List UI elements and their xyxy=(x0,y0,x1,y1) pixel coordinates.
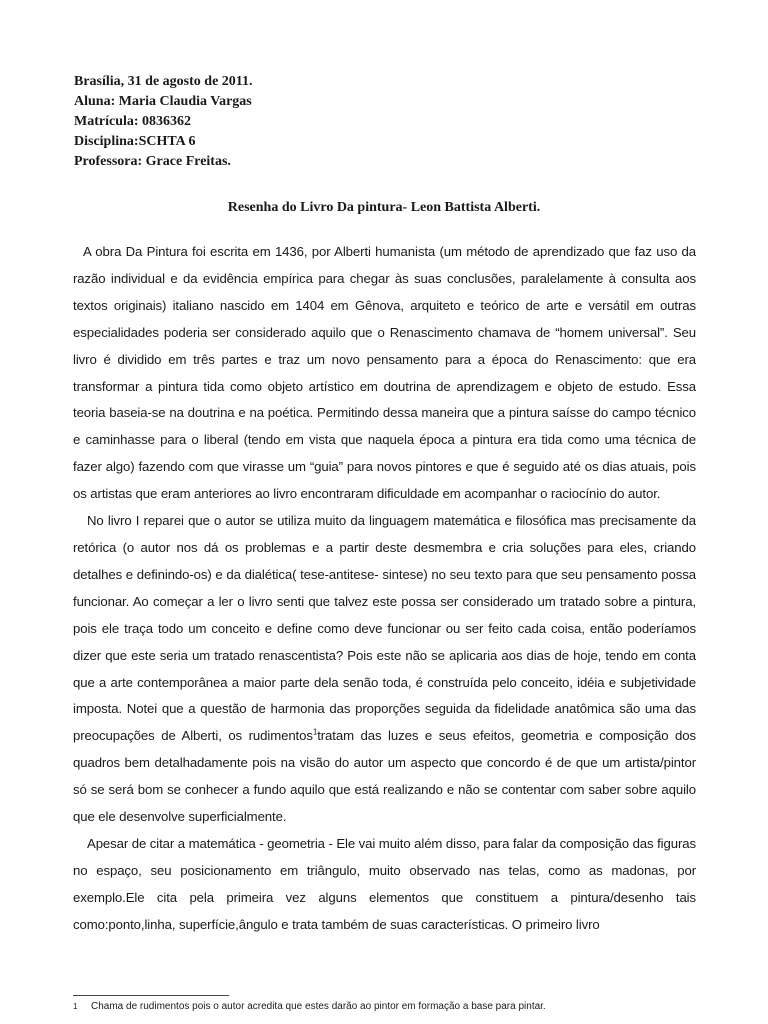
paragraph-2-part-1: No livro I reparei que o autor se utiliza muito da linguagem matemática e filosófica mas precisamente da retórica (o autor nos dá os problemas e a partir deste desmembra e cria soluções para eles, criando detalhes e definindo-os) e da dialética( tese-antitese- sintese) no seu texto para que seu pensamento possa funcionar. Ao começar a ler o livro senti que talvez este possa ser considerado um tratado sobre a pintura, pois ele traça todo um conceito e define como deve funcionar ou ser feito cada coisa, então poderíamos dizer que este seria um tratado renascentista? Pois este não se aplicaria aos dias de hoje, tendo em conta que a arte contemporânea a maior parte dela senão toda, é construída pelo conceito, idéia e subjetividade imposta. Notei que a questão de harmonia das proporções seguida da fidelidade anatômica são uma das preocupações de Alberti, os rudimentos xyxy=(73,513,696,744)
footnote-reference[interactable]: 1 xyxy=(312,727,318,737)
paragraph-1: A obra Da Pintura foi escrita em 1436, por Alberti humanista (um método de aprendizado que faz uso da razão individual e da evidência empírica para chegar às suas conclusões, paralelamente à consulta aos textos originais) italiano nascido em 1404 em Gênova, arquiteto e teórico de arte e versátil em outras especialidades poderia ser considerado aquilo que o Renascimento chamava de “homem universal”. Seu livro é dividido em três partes e traz um novo pensamento para a época do Renascimento: que era transformar a pintura tida como objeto artístico em doutrina de aprendizagem e objeto de estudo. Essa teoria baseia-se na doutrina e na poética. Permitindo dessa maneira que a pintura saísse do campo técnico e caminhasse para o liberal (tendo em vista que naquela época a pintura era tida como uma técnica de fazer algo) fazendo com que virasse um “guia” para novos pintores e que é seguido até os dias atuais, pois os artistas que eram anteriores ao livro encontraram dificuldade em acompanhar o raciocínio do autor. xyxy=(73,244,696,502)
header-student: Aluna: Maria Claudia Vargas xyxy=(74,94,252,109)
document-title: Resenha do Livro Da pintura- Leon Battista Alberti. xyxy=(227,200,541,215)
footnote-number: 1 xyxy=(73,1002,78,1011)
paragraph-3: Apesar de citar a matemática - geometria - Ele vai muito além disso, para falar da composição das figuras no espaço, seu posicionamento em triângulo, muito observado nas telas, como as madonas, por exemplo.Ele cita pela primeira vez alguns elementos que constituem a pintura/desenho tais como:ponto,linha, superfície,ângulo e trata também de suas características. O primeiro livro xyxy=(73,835,696,932)
header-date: Brasília, 31 de agosto de 2011. xyxy=(74,74,253,89)
document-header xyxy=(74,72,253,172)
document-body xyxy=(73,239,696,939)
footnote-text: Chama de rudimentos pois o autor acredita que estes darão ao pintor em formação a base para pintar. xyxy=(91,1001,546,1012)
header-professor: Professora: Grace Freitas. xyxy=(74,154,231,169)
paragraph-2-part-2: tratam das luzes e seus efeitos, geometria e composição dos quadros bem detalhadamente pois na visão do autor um aspecto que concordo é de que um artista/pintor só se será bom se conhecer a fundo aquilo que está realizando e não se contentar com saber sobre aquilo que ele desenvolve superficialmente. xyxy=(73,728,696,825)
paragraph-2 xyxy=(73,508,696,831)
footnote-divider xyxy=(73,995,229,996)
footnote xyxy=(73,1000,546,1014)
header-registration: Matrícula: 0836362 xyxy=(74,114,192,129)
header-discipline: Disciplina:SCHTA 6 xyxy=(74,134,196,149)
